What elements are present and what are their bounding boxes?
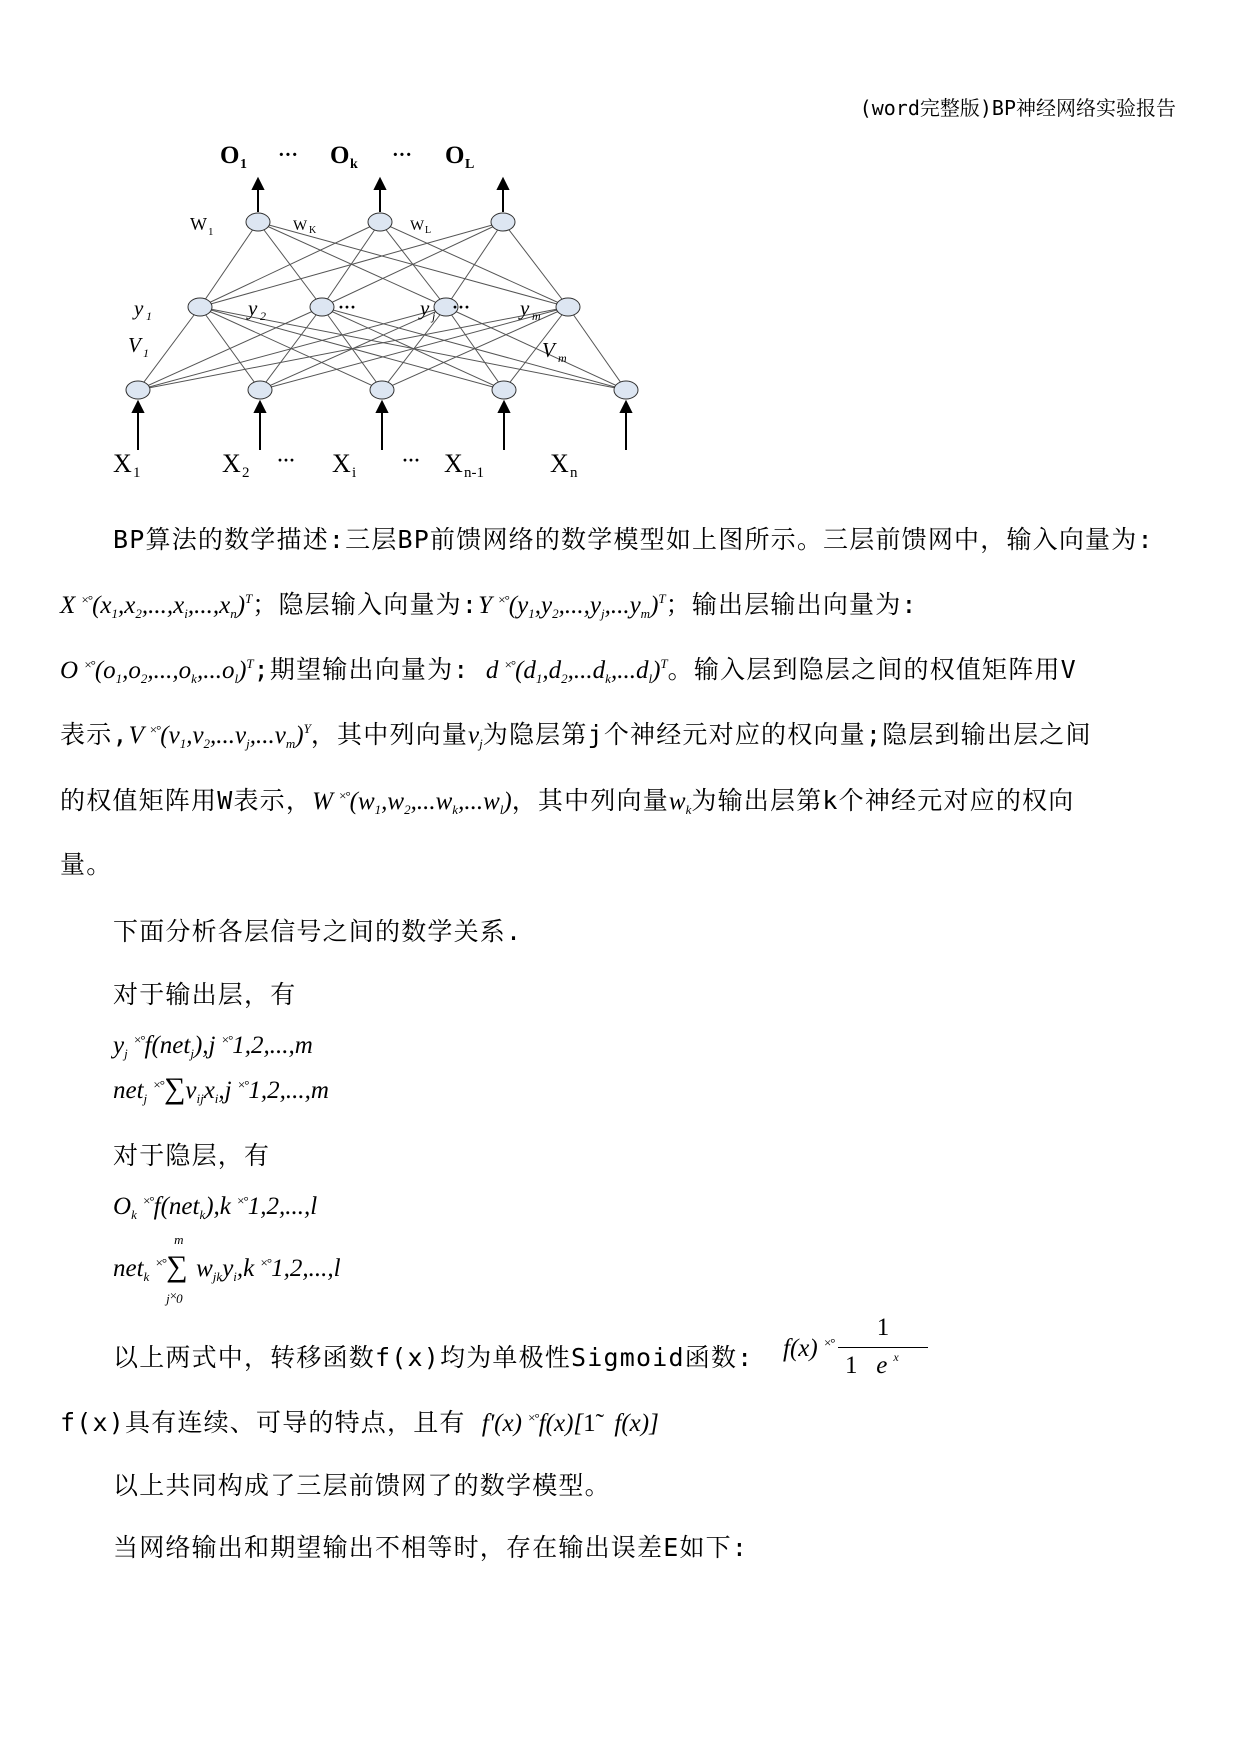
paragraph-line xyxy=(60,715,1092,752)
bp-network-diagram xyxy=(0,0,1241,500)
input-label-x1: X xyxy=(113,449,132,478)
text-segment: ；输出层输出向量为: xyxy=(665,590,918,619)
weight-label-vm: V xyxy=(542,338,555,362)
output-label-1: O xyxy=(220,142,240,169)
paragraph-line xyxy=(60,650,1077,687)
ellipsis: ··· xyxy=(277,450,296,470)
arrow-head xyxy=(498,179,508,189)
formula-fx: f(x) ×° xyxy=(783,1335,835,1362)
formula-wk: $w_k$ xyxy=(668,788,692,817)
text-segment: 为隐层第j个神经元对应的权向量;隐层到输出层之间 xyxy=(482,720,1092,749)
formula-derivative: f'(x) ×°f(x)[1̃ f(x)] xyxy=(481,1410,659,1437)
text-segment: ，其中列向量 xyxy=(511,786,669,815)
hidden-label-ym: y xyxy=(520,296,530,320)
equation: $y_j$ ×°f(net$_j$),j ×°1,2,...,m xyxy=(113,1032,313,1061)
text-segment: 。输入层到隐层之间的权值矩阵用V xyxy=(667,655,1077,684)
text-segment: 为输出层第k个神经元对应的权向 xyxy=(691,786,1075,815)
input-sub-xn1: n-1 xyxy=(464,465,484,481)
hidden-neuron xyxy=(310,298,334,316)
formula-y: Y $^{\times^\circ}(y_1,y_2,...,y_j,...y_m)^T$ xyxy=(478,591,666,621)
formula-numerator: 1 xyxy=(876,1314,890,1341)
connection-line xyxy=(138,307,446,390)
equation: $O_k$ ×°f(net$_k$),k ×°1,2,...,l xyxy=(113,1193,318,1222)
connection-line xyxy=(138,307,568,390)
arrow-head xyxy=(621,402,631,412)
connection-line xyxy=(200,222,503,307)
connection-line xyxy=(568,307,626,390)
input-sub-x1: 1 xyxy=(133,465,141,481)
formula-denominator: 1 e $^x$ xyxy=(845,1350,899,1379)
text-segment: ，其中列向量 xyxy=(310,720,469,749)
formula-o: O $^{\times^\circ}(o_1,o_2,...,o_k,...o_l)^T$ xyxy=(60,656,254,686)
paragraph-line xyxy=(60,1403,659,1439)
input-neuron xyxy=(126,381,150,399)
ellipsis: ··· xyxy=(452,297,471,317)
ellipsis: ··· xyxy=(278,144,299,166)
paragraph-line: 以上两式中，转移函数f(x)均为单极性Sigmoid函数: xyxy=(113,1343,754,1372)
output-neuron xyxy=(246,213,270,231)
ellipsis: ··· xyxy=(392,144,413,166)
connection-line xyxy=(503,222,568,307)
connection-line xyxy=(138,307,322,390)
paragraph-line: 对于隐层，有 xyxy=(113,1141,271,1170)
formula-d: d $^{\times^\circ}(d_1,d_2,...d_k,...d_l)^T$ xyxy=(485,656,668,686)
arrow-head xyxy=(255,402,265,412)
text-segment: f(x)具有连续、可导的特点，且有 xyxy=(60,1408,466,1437)
output-neuron xyxy=(368,213,392,231)
fraction-bar xyxy=(838,1347,928,1348)
hidden-sub-y1: 1 xyxy=(146,309,152,323)
input-label-xn: X xyxy=(550,449,569,478)
ellipsis: ··· xyxy=(402,450,421,470)
formula-w: W $^{\times^\circ}(w_1,w_2,...w_k,...w_l)$ xyxy=(312,788,512,817)
formula-vj: $v_j$ xyxy=(468,722,483,751)
input-neuron xyxy=(248,381,272,399)
input-label-x2: X xyxy=(222,449,241,478)
text-segment: 的权值矩阵用W表示， xyxy=(60,786,313,815)
output-sub-k: k xyxy=(350,157,358,172)
equation: net$_j$ $^{\times^\circ}\sum v_{ij}x_i,j$ ×°1,2,...,m xyxy=(113,1072,329,1106)
arrow-head xyxy=(133,402,143,412)
paragraph-line: 下面分析各层信号之间的数学关系. xyxy=(113,917,523,946)
input-neuron xyxy=(614,381,638,399)
paragraph-line: 量。 xyxy=(60,850,113,879)
weight-label-w1: W xyxy=(190,214,207,234)
input-sub-x2: 2 xyxy=(242,465,250,481)
input-label-xn1: X xyxy=(444,449,463,478)
output-neuron xyxy=(491,213,515,231)
paragraph-line xyxy=(60,585,918,622)
connection-line xyxy=(446,222,503,307)
text-segment: ；隐层输入向量为: xyxy=(252,590,479,619)
weight-sub-vm: m xyxy=(558,351,567,365)
hidden-label-yj: y xyxy=(420,296,430,320)
weight-label-wk: W xyxy=(293,218,308,234)
output-sub-L: L xyxy=(465,157,475,172)
paragraph-line: 以上共同构成了三层前馈网了的数学模型。 xyxy=(113,1471,611,1500)
equation: net$_k$ ×°∑ m j×0 $w_{jk}y_i,k$ ×°1,2,...,l xyxy=(113,1232,341,1306)
page-header: (word完整版)BP神经网络实验报告 xyxy=(859,96,1176,120)
ellipsis: ··· xyxy=(338,297,357,317)
paragraph-line: BP算法的数学描述:三层BP前馈网络的数学模型如上图所示。三层前馈网中，输入向量为: xyxy=(113,525,1154,554)
paragraph-line xyxy=(60,781,1074,818)
hidden-sub-y2: 2 xyxy=(260,309,266,323)
output-label-L: O xyxy=(445,142,465,169)
input-label-xi: X xyxy=(332,449,351,478)
input-neuron xyxy=(370,381,394,399)
input-sub-xi: i xyxy=(352,465,357,481)
formula-v: V $^{\times^\circ}(v_1,v_2,...v_j,...v_m)^Y$ xyxy=(128,721,311,751)
weight-sub-v1: 1 xyxy=(143,346,149,360)
weight-label-wl: W xyxy=(410,218,425,234)
hidden-neuron xyxy=(556,298,580,316)
weight-sub-wk: K xyxy=(309,225,317,236)
formula-x: X $^{\times^\circ}(x_1,x_2,...,x_i,...,x_n)^T$ xyxy=(60,591,253,621)
hidden-label-y2: y xyxy=(248,296,258,320)
arrow-head xyxy=(377,402,387,412)
weight-label-v1: V xyxy=(128,333,141,357)
connection-line xyxy=(322,222,503,307)
text-segment: ;期望输出向量为: xyxy=(253,655,470,684)
paragraph-line: 对于输出层，有 xyxy=(113,980,297,1009)
weight-sub-w1: 1 xyxy=(208,226,214,238)
output-sub-1: 1 xyxy=(240,157,247,172)
input-neuron xyxy=(492,381,516,399)
output-label-k: O xyxy=(330,142,350,169)
arrow-head xyxy=(253,179,263,189)
hidden-neuron xyxy=(188,298,212,316)
hidden-sub-ym: m xyxy=(532,309,541,323)
input-sub-xn: n xyxy=(570,465,578,481)
text-segment: 表示, xyxy=(60,720,129,749)
hidden-label-y1: y xyxy=(134,296,144,320)
hidden-sub-yj: j xyxy=(432,309,436,323)
paragraph-line: 当网络输出和期望输出不相等时，存在输出误差E如下: xyxy=(113,1533,749,1562)
arrow-head xyxy=(499,402,509,412)
weight-sub-wl: L xyxy=(425,225,432,236)
arrow-head xyxy=(375,179,385,189)
